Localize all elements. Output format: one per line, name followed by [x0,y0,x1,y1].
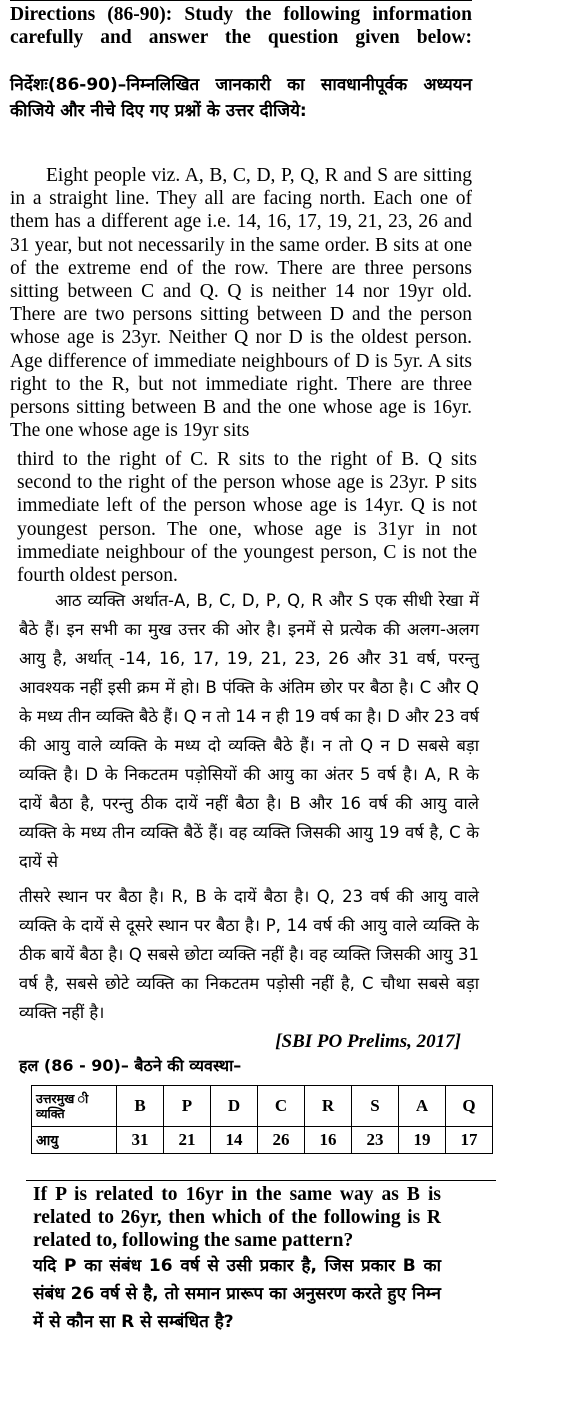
seating-arrangement-table [31,1085,493,1154]
solution-heading: हल (86 - 90)– बैठने की व्यवस्था– [19,1056,242,1075]
table-row [32,1127,493,1154]
directions-english: Directions (86-90): Study the following information carefully and answer the question given below: [10,4,472,49]
table-cell: Q [446,1086,493,1127]
passage-hindi-part2: तीसरे स्थान पर बैठा है। R, B के दायें बैठा है। Q, 23 वर्ष की आयु वाले व्यक्ति के दायें से दूसरे स्थान पर बैठा है। P, 14 वर्ष की आयु वाले व्यक्ति के ठीक बायें बैठा है। Q सबसे छोटा व्यक्ति नहीं है। वह व्यक्ति जिसकी आयु 31 वर्ष है, सबसे छोटे व्यक्ति का निकटतम पड़ोसी नहीं है, C चौथा सबसे बड़ा व्यक्ति नहीं है। [19,887,479,1022]
table-cell: 17 [446,1127,493,1154]
passage-hindi-part1: आठ व्यक्ति अर्थात-A, B, C, D, P, Q, R और S एक सीधी रेखा में बैठे हैं। इन सभी का मुख उत्तर की ओर है। इनमें से प्रत्येक की अलग-अलग आयु है, अर्थात् -14, 16, 17, 19, 21, 23, 26 और 31 वर्ष, परन्तु आवश्यक नहीं इसी क्रम में हो। B पंक्ति के अंतिम छोर पर बैठा है। C और Q के मध्य तीन व्यक्ति बैठे हैं। Q न तो 14 न ही 19 वर्ष का है। D और 23 वर्ष की आयु वाले व्यक्ति के मध्य दो व्यक्ति बैठे हैं। न तो Q न D सबसे बड़ा व्यक्ति है। D के निकटतम पड़ोसियों की आयु का अंतर 5 वर्ष है। A, R के दायें बैठा है, परन्तु ठीक दायें नहीं बैठा है। B और 16 वर्ष की आयु वाले व्यक्ति के मध्य तीन व्यक्ति बैठें हैं। वह व्यक्ति जिसकी आयु 19 वर्ष है, C के दायें से [19,591,479,871]
directions-hindi: निर्देशः(86-90)–निम्नलिखित जानकारी का सावधानीपूर्वक अध्ययन कीजिये और नीचे दिए गए प्रश्नों के उत्तर दीजिये: [10,75,472,121]
table-cell: 19 [399,1127,446,1154]
question-rule [26,1180,496,1181]
table-cell: 16 [305,1127,352,1154]
question-hindi: यदि P का संबंध 16 वर्ष से उसी प्रकार है, जिस प्रकार B का संबंध 26 वर्ष से है, तो समान प्रारूप का अनुसरण करते हुए निम्न में से कौन सा R से सम्बंधित है? [33,1256,441,1332]
table-age-label: आयु [32,1127,117,1154]
table-cell: S [352,1086,399,1127]
table-cell: 23 [352,1127,399,1154]
table-cell: R [305,1086,352,1127]
top-rule [10,0,472,1]
table-cell: C [258,1086,305,1127]
table-cell: 21 [164,1127,211,1154]
passage-english-part1: Eight people viz. A, B, C, D, P, Q, R and S are sitting in a straight line. They all are facing north. Each one of them has a different age i.e. 14, 16, 17, 19, 21, 23, 26 and 31 year, but not necessarily in the same order. B sits at one of the extreme end of the row. There are three persons sitting between C and Q. Q is neither 14 nor 19yr old. There are two persons sitting between D and the person whose age is 23yr. Neither Q nor D is the oldest person. Age difference of immediate neighbours of D is 5yr. A sits right to the R, but not immediate right. There are three persons sitting between B and the one whose age is 16yr. The one whose age is 19yr sits [10,165,472,442]
table-cell: 31 [117,1127,164,1154]
passage-english-part2: third to the right of C. R sits to the right of B. Q sits second to the right of the person whose age is 23yr. P sits immediate left of the person whose age is 14yr. Q is not youngest person. The one, whose age is 31yr in not immediate neighbour of the youngest person, C is not the fourth oldest person. [17,449,477,587]
table-cell: 26 [258,1127,305,1154]
table-cell: A [399,1086,446,1127]
table-header-label: उत्तरमुख ी व्यक्ति [32,1086,117,1127]
table-row [32,1086,493,1127]
question-english: If P is related to 16yr in the same way as B is related to 26yr, then which of the following is R related to, following the same pattern? [33,1184,441,1252]
table-cell: 14 [211,1127,258,1154]
table-cell: P [164,1086,211,1127]
table-cell: B [117,1086,164,1127]
source-citation: [SBI PO Prelims, 2017] [275,1031,461,1052]
table-cell: D [211,1086,258,1127]
